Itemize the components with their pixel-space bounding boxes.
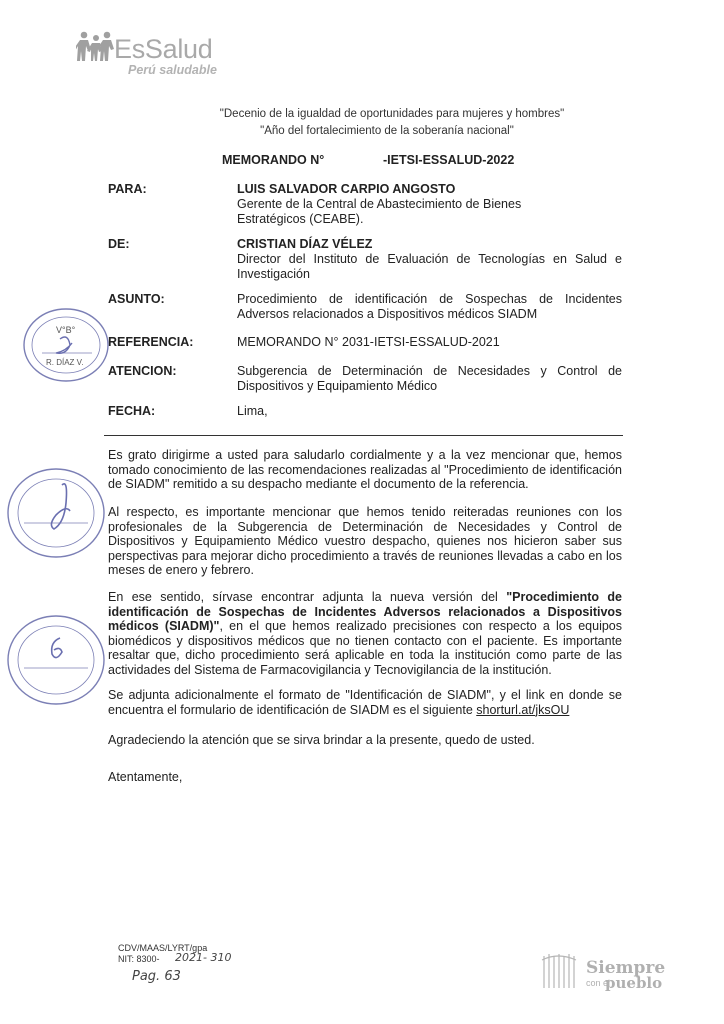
- p3-procedure-title: "Procedimiento de identificación de Sospechas de Incidentes Adversos relacionados a Dispositivos médicos (SIADM)": [108, 590, 623, 633]
- siadm-form-link[interactable]: shorturl.at/jksOU: [476, 702, 570, 717]
- referencia-value: MEMORANDO N° 2031-IETSI-ESSALUD-2021: [237, 335, 500, 349]
- header-divider: [104, 435, 623, 436]
- footer-initials: CDV/MAAS/LYRT/gpa: [118, 943, 208, 953]
- pueblo-text: pueblo: [605, 974, 663, 992]
- body-paragraph-2: Al respecto, es importante mencionar que hemos tenido reiteradas reuniones con los profesionales de la Subgerencia de Determinación de Necesidades y Control de Dispositivos y Equipamiento Médico vuestro despacho, quienes nos hicieron saber sus perspectivas para mejorar dicho procedimiento a través de reuniones llevadas a cabo en los meses de enero y febrero.: [108, 505, 622, 577]
- seal-stamp-2: [4, 465, 108, 561]
- de-name: CRISTIAN DÍAZ VÉLEZ: [237, 237, 373, 251]
- body-paragraph-1: Es grato dirigirme a usted para saludarlo cordialmente y a la vez mencionar que, hemos tomado conocimiento de las recomendaciones realizadas al "Procedimiento de identificación de SIADM" remitido a su despacho mediante el documento de la referencia.: [108, 448, 622, 491]
- para-role: Gerente de la Central de Abastecimiento de Bienes Estratégicos (CEABE).: [237, 197, 522, 226]
- referencia-label: REFERENCIA:: [108, 335, 194, 349]
- seal-1-vb: V°B°: [56, 325, 76, 335]
- para-value: [237, 182, 592, 227]
- para-label: PARA:: [108, 182, 147, 196]
- de-value: [237, 237, 622, 282]
- footer-page-handwritten: Pag. 63: [132, 969, 181, 984]
- p3-text-a: En ese sentido, sírvase encontrar adjunta la nueva versión del: [108, 590, 507, 604]
- memo-label: MEMORANDO N°: [222, 153, 325, 167]
- seal-stamp-1: [20, 305, 112, 385]
- para-name: LUIS SALVADOR CARPIO ANGOSTO: [237, 182, 456, 196]
- footer-nit: NIT: 8300-: [118, 954, 160, 964]
- p4-text: Se adjunta adicionalmente el formato de "Identificación de SIADM", y el link en donde se encuentra el formulario de identificación de SIADM es el siguiente: [108, 688, 622, 717]
- atencion-label: ATENCION:: [108, 364, 177, 378]
- footer-nit-handwritten: 2021- 310: [175, 951, 232, 964]
- brand-tagline: Perú saludable: [128, 63, 217, 77]
- brand-name: EsSalud: [114, 34, 213, 64]
- atencion-value: Subgerencia de Determinación de Necesidades y Control de Dispositivos y Equipamiento Médico: [237, 364, 622, 393]
- body-paragraph-4: [108, 688, 622, 717]
- siempre-text: Siempre: [586, 958, 666, 978]
- fecha-label: FECHA:: [108, 404, 156, 418]
- de-role: Director del Instituto de Evaluación de Tecnologías en Salud e Investigación: [237, 252, 622, 281]
- de-label: DE:: [108, 237, 130, 251]
- memo-code: -IETSI-ESSALUD-2022: [383, 153, 515, 167]
- seal-stamp-3: [4, 612, 108, 708]
- con-el-text: con el: [586, 978, 611, 988]
- decenio-line: "Decenio de la igualdad de oportunidades para mujeres y hombres": [219, 108, 565, 120]
- closing: Atentamente,: [108, 770, 183, 784]
- siempre-logo-icon: [540, 950, 584, 990]
- seal-1-name: R. DÍAZ V.: [46, 358, 84, 367]
- anio-line: "Año del fortalecimiento de la soberanía nacional": [260, 125, 514, 137]
- essalud-logo-icon: [76, 30, 116, 62]
- body-paragraph-3: [108, 590, 622, 677]
- asunto-value: Procedimiento de identificación de Sospechas de Incidentes Adversos relacionados a Dispositivos médicos SIADM: [237, 292, 622, 321]
- p3-text-b: , en el que hemos realizado precisiones con respecto a los equipos biomédicos y dispositivos médicos que no tienen contacto con el paciente. Es importante resaltar que, dicho procedimiento será aplicable en toda la institución como parte de las actividades del Sistema de Farmacovigilancia y Tecnovigilancia de la institución.: [108, 619, 622, 677]
- fecha-value: Lima,: [237, 404, 268, 418]
- asunto-label: ASUNTO:: [108, 292, 165, 306]
- body-paragraph-5: Agradeciendo la atención que se sirva brindar a la presente, quedo de usted.: [108, 733, 535, 747]
